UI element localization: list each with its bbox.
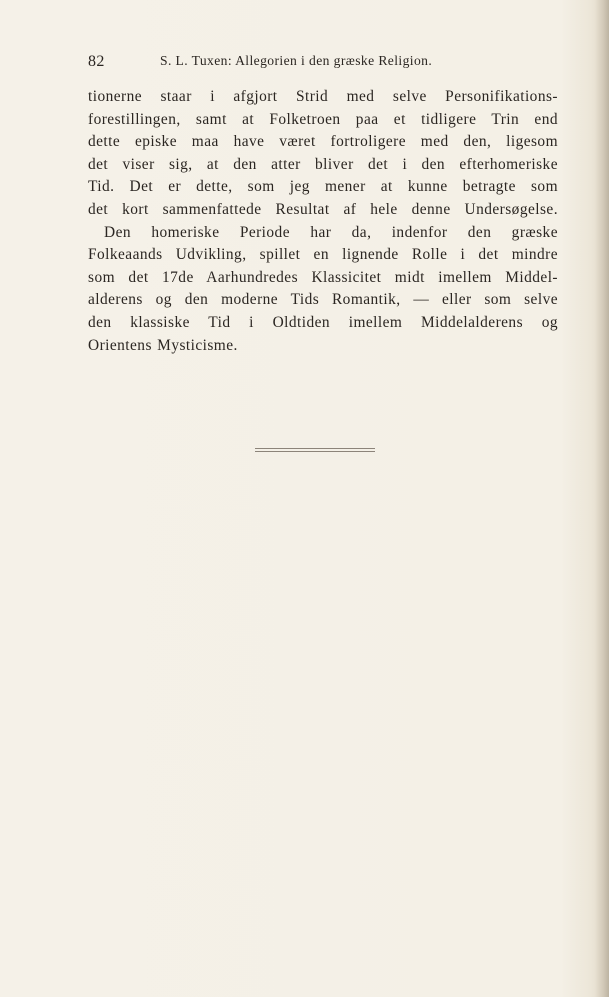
- text-line: den klassiske Tid i Oldtiden imellem Middelalderens og: [88, 313, 558, 331]
- text-line: alderens og den moderne Tids Romantik, — eller som selve: [88, 291, 558, 309]
- page-edge-shadow: [595, 0, 609, 997]
- paragraph-1: [88, 86, 558, 222]
- page-number: 82: [88, 53, 105, 70]
- text-line: det kort sammenfattede Resultat af hele denne Undersøgelse.: [88, 200, 558, 218]
- text-line: dette episke maa have været fortroligere med den, ligesom: [88, 133, 558, 151]
- text-line: forestillingen, samt at Folketroen paa et tidligere Trin end: [88, 110, 558, 128]
- text-line: som det 17de Aarhundredes Klassicitet midt imellem Middel-: [88, 268, 558, 286]
- running-title: S. L. Tuxen: Allegorien i den græske Religion.: [160, 53, 433, 68]
- running-head: [88, 53, 488, 75]
- text-line: tionerne staar i afgjort Strid med selve Personifikations-: [88, 88, 558, 105]
- text-line: Orientens Mysticisme.: [88, 336, 238, 354]
- paragraph-2: [88, 222, 558, 358]
- text-line: Den homeriske Periode har da, indenfor den græske: [104, 223, 558, 241]
- section-end-rule: [255, 448, 375, 452]
- body-text: [88, 86, 558, 357]
- text-line: det viser sig, at den atter bliver det i den efterhomeriske: [88, 155, 558, 173]
- text-line: Tid. Det er dette, som jeg mener at kunne betragte som: [88, 178, 558, 196]
- text-line: Folkeaands Udvikling, spillet en lignende Rolle i det mindre: [88, 246, 558, 264]
